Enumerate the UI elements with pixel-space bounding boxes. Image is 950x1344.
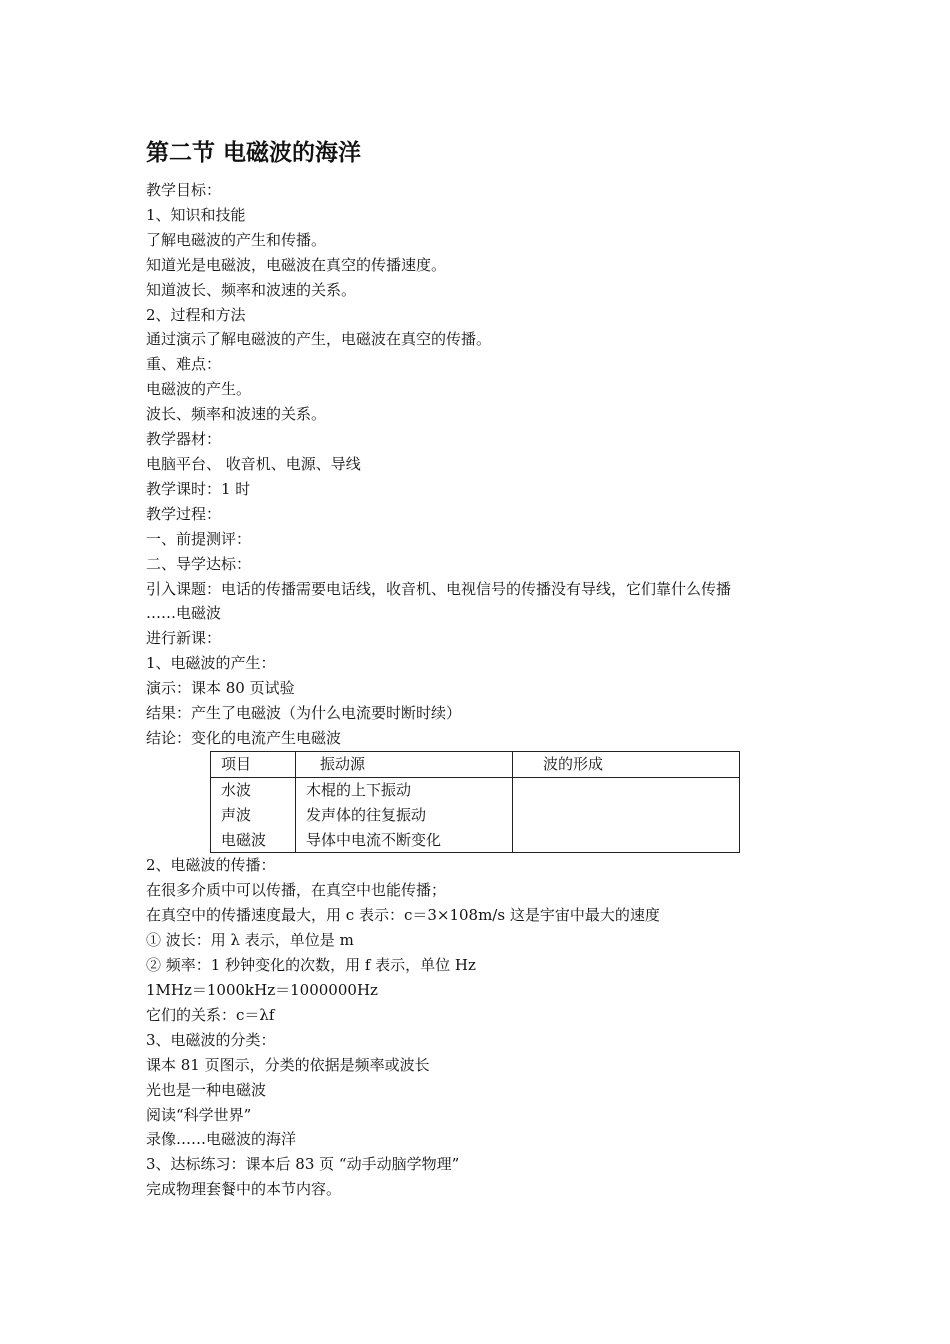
text-line: 二、导学达标： bbox=[146, 554, 252, 573]
text-line: 结果：产生了电磁波（为什么电流要时断时续） bbox=[146, 704, 462, 723]
text-line: 光也是一种电磁波 bbox=[146, 1080, 267, 1099]
table-cell-text: 导体中电流不断变化 bbox=[306, 830, 442, 849]
text-line: 电脑平台、 收音机、电源、导线 bbox=[146, 454, 361, 473]
text-line: ……电磁波 bbox=[146, 604, 222, 623]
text-line: 教学器材： bbox=[146, 430, 222, 449]
document-body bbox=[146, 138, 826, 1202]
table-header-formation: 波的形成 bbox=[513, 751, 740, 777]
text-line: 了解电磁波的产生和传播。 bbox=[146, 230, 327, 249]
text-line: 知道光是电磁波，电磁波在真空的传播速度。 bbox=[146, 255, 447, 274]
text-line: 引入课题：电话的传播需要电话线，收音机、电视信号的传播没有导线，它们靠什么传播 bbox=[146, 579, 732, 598]
text-line: 教学过程： bbox=[146, 504, 222, 523]
text-line: 通过演示了解电磁波的产生，电磁波在真空的传播。 bbox=[146, 330, 492, 349]
text-line: 在真空中的传播速度最大，用 c 表示：c＝3×108m/s 这是宇宙中最大的速度 bbox=[146, 906, 660, 925]
table-cell-text: 电磁波 bbox=[221, 830, 267, 849]
page-title: 第二节 电磁波的海洋 bbox=[146, 140, 362, 166]
text-line: 演示：课本 80 页试验 bbox=[146, 679, 295, 698]
text-line: 重、难点： bbox=[146, 355, 222, 374]
text-line: 3、电磁波的分类： bbox=[146, 1030, 276, 1049]
table-cell-text: 水波 bbox=[221, 780, 252, 799]
text-line: 阅读“科学世界” bbox=[146, 1105, 252, 1124]
text-line: 1、知识和技能 bbox=[146, 205, 246, 224]
text-line: 进行新课： bbox=[146, 629, 222, 648]
text-line: 2、过程和方法 bbox=[146, 305, 246, 324]
text-line: 1MHz＝1000kHz＝1000000Hz bbox=[146, 981, 378, 999]
text-line: 完成物理套餐中的本节内容。 bbox=[146, 1180, 342, 1199]
table-cell-text: 发声体的往复振动 bbox=[306, 805, 427, 824]
text-line: 一、前提测评： bbox=[146, 529, 252, 548]
text-line: 教学目标： bbox=[146, 181, 222, 199]
text-block-b bbox=[146, 853, 826, 1202]
text-line: 1、电磁波的产生： bbox=[146, 654, 276, 673]
table-header-item: 项目 bbox=[211, 751, 296, 777]
text-block-a bbox=[146, 178, 826, 751]
text-line: 教学课时：1 时 bbox=[146, 479, 251, 498]
text-line: 3、达标练习：课本后 83 页 “动手动脑学物理” bbox=[146, 1155, 460, 1174]
text-line: 课本 81 页图示，分类的依据是频率或波长 bbox=[146, 1055, 430, 1074]
table-cell-items bbox=[211, 777, 296, 853]
table-cell-text: 木棍的上下振动 bbox=[306, 780, 412, 799]
table-cell-sources bbox=[296, 777, 513, 853]
table-cell-text: 声波 bbox=[221, 805, 252, 824]
text-line: 录像……电磁波的海洋 bbox=[146, 1130, 297, 1149]
text-line: ① 波长：用 λ 表示，单位是 m bbox=[146, 931, 354, 950]
text-line: ② 频率：1 秒钟变化的次数，用 f 表示，单位 Hz bbox=[146, 956, 476, 975]
text-line: 2、电磁波的传播： bbox=[146, 856, 276, 875]
wave-comparison-table bbox=[210, 751, 740, 854]
text-line: 知道波长、频率和波速的关系。 bbox=[146, 280, 357, 299]
text-line: 它们的关系：c＝λf bbox=[146, 1005, 275, 1024]
table-row bbox=[211, 777, 740, 853]
table-header-source: 振动源 bbox=[296, 751, 513, 777]
text-line: 结论：变化的电流产生电磁波 bbox=[146, 728, 342, 747]
text-line: 波长、频率和波速的关系。 bbox=[146, 405, 327, 424]
text-line: 在很多介质中可以传播，在真空中也能传播； bbox=[146, 881, 447, 900]
table-header-row bbox=[211, 751, 740, 777]
text-line: 电磁波的产生。 bbox=[146, 380, 252, 399]
table-cell-formation bbox=[513, 777, 740, 853]
